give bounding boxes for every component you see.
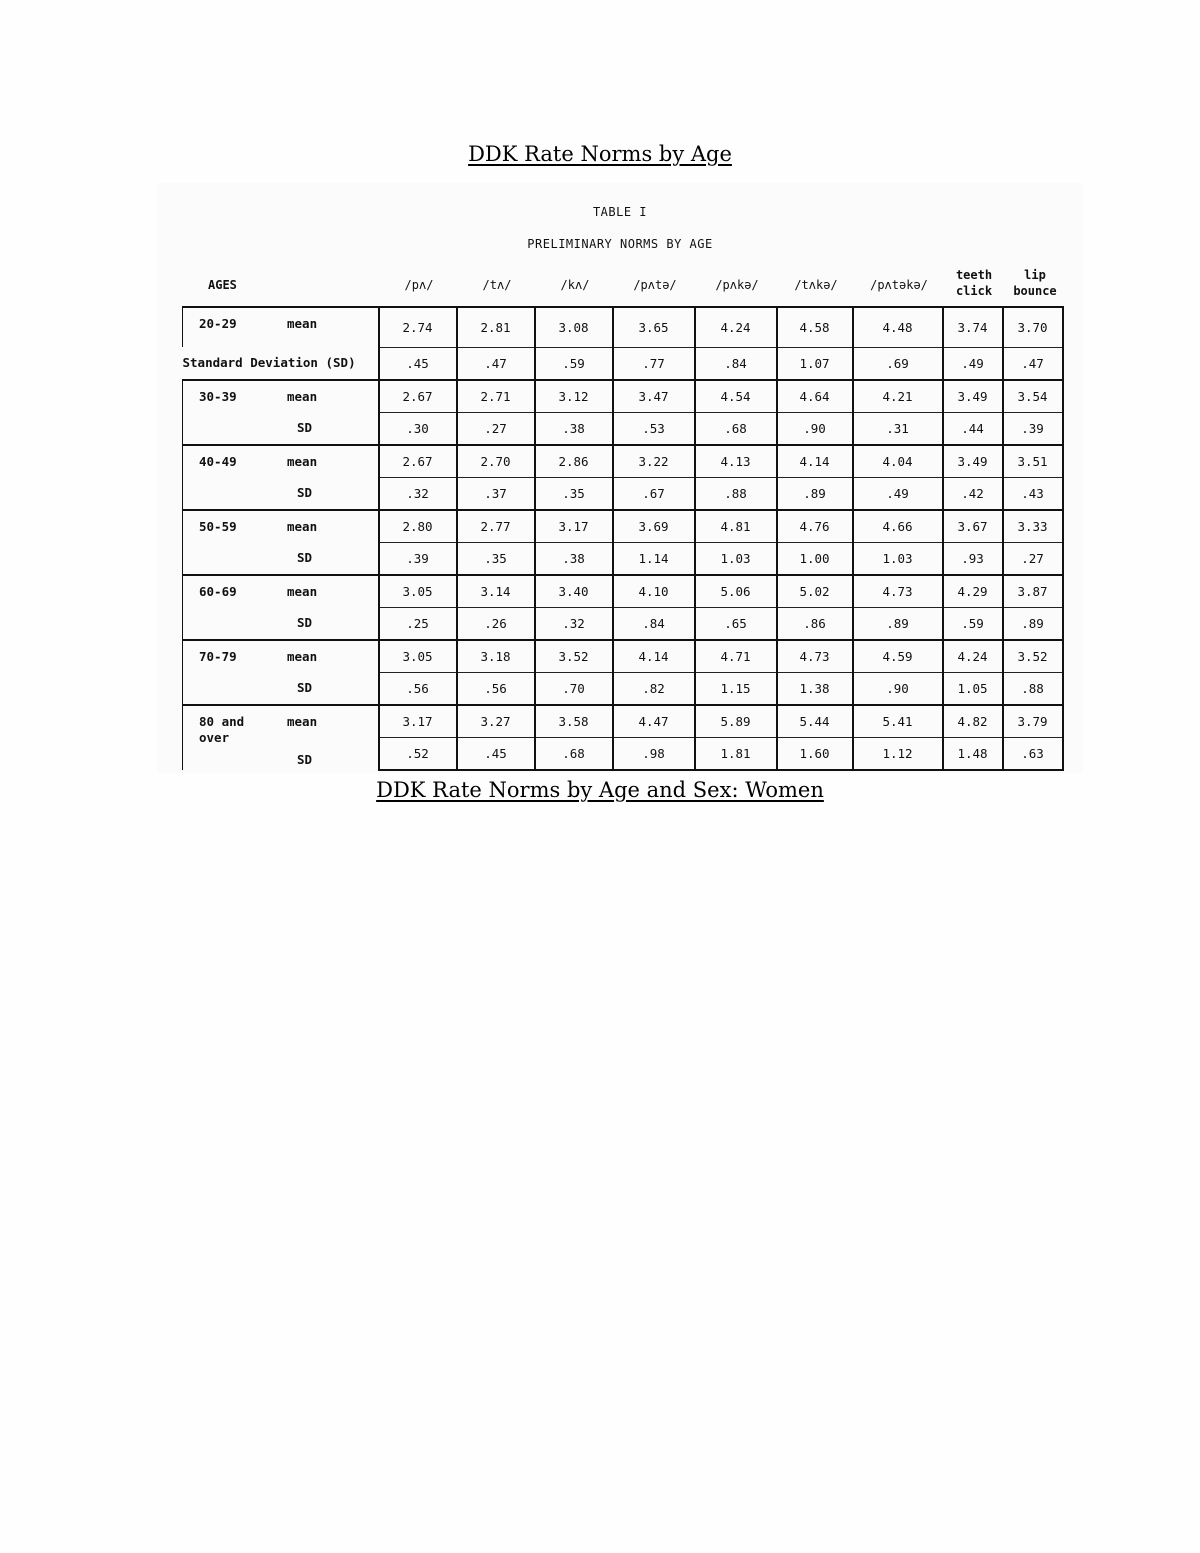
sd-cell: .42 (943, 477, 1003, 510)
mean-cell: 3.52 (535, 640, 613, 673)
table-row (183, 445, 1063, 478)
mean-label: mean (287, 316, 318, 331)
age-range: 60-69 (199, 583, 237, 599)
column-header-pataka: /pʌtəkə/ (870, 278, 928, 292)
mean-label: mean (287, 648, 318, 664)
sd-cell: .27 (1003, 542, 1063, 575)
page-heading-age-sex-women: DDK Rate Norms by Age and Sex: Women (376, 778, 824, 802)
sd-cell: 1.48 (943, 737, 1003, 770)
sd-cell: .68 (535, 737, 613, 770)
mean-cell: 3.51 (1003, 445, 1063, 478)
mean-cell: 3.05 (379, 575, 457, 608)
sd-cell: .93 (943, 542, 1003, 575)
column-header-pata: /pʌtə/ (633, 278, 677, 292)
mean-cell: 2.80 (379, 510, 457, 543)
mean-cell: 3.08 (535, 307, 613, 347)
ages-column-header: AGES (208, 278, 237, 292)
mean-cell: 4.73 (777, 640, 853, 673)
mean-cell: 4.14 (777, 445, 853, 478)
age-group-label (183, 640, 379, 705)
sd-cell: .88 (695, 477, 777, 510)
age-range: 50-59 (199, 518, 237, 534)
mean-cell: 2.67 (379, 380, 457, 413)
sd-label: SD (297, 679, 313, 695)
mean-cell: 2.86 (535, 445, 613, 478)
sd-cell: .45 (379, 347, 457, 380)
mean-cell: 2.81 (457, 307, 535, 347)
age-group-label (183, 510, 379, 575)
table-row (183, 705, 1063, 738)
mean-cell: 3.33 (1003, 510, 1063, 543)
mean-cell: 3.18 (457, 640, 535, 673)
sd-label: SD (297, 419, 313, 435)
sd-label: SD (297, 751, 313, 767)
mean-cell: 3.65 (613, 307, 695, 347)
age-range: 30-39 (199, 388, 237, 404)
column-header-ka: /kʌ/ (560, 278, 590, 292)
mean-cell: 3.17 (379, 705, 457, 738)
sd-cell: .47 (457, 347, 535, 380)
page-heading-age: DDK Rate Norms by Age (468, 142, 732, 166)
sd-cell: .70 (535, 672, 613, 705)
sd-cell: .59 (535, 347, 613, 380)
sd-cell: .56 (457, 672, 535, 705)
column-header-teeth-click: teeth click (955, 268, 993, 298)
mean-label: mean (287, 583, 318, 599)
mean-cell: 4.29 (943, 575, 1003, 608)
mean-label: mean (287, 518, 318, 534)
sd-cell: .32 (535, 607, 613, 640)
mean-cell: 4.76 (777, 510, 853, 543)
mean-cell: 4.58 (777, 307, 853, 347)
sd-cell: .86 (777, 607, 853, 640)
sd-cell: 1.00 (777, 542, 853, 575)
sd-cell: .98 (613, 737, 695, 770)
mean-cell: 2.67 (379, 445, 457, 478)
mean-cell: 4.54 (695, 380, 777, 413)
sd-label: SD (297, 484, 313, 500)
sd-cell: .77 (613, 347, 695, 380)
mean-cell: 4.14 (613, 640, 695, 673)
column-header-paka: /pʌkə/ (715, 278, 759, 292)
sd-cell: .56 (379, 672, 457, 705)
sd-cell: 1.38 (777, 672, 853, 705)
sd-cell: .65 (695, 607, 777, 640)
mean-cell: 3.87 (1003, 575, 1063, 608)
mean-label: mean (287, 453, 318, 469)
sd-cell: .90 (777, 412, 853, 445)
table-row (183, 640, 1063, 673)
mean-cell: 3.17 (535, 510, 613, 543)
sd-cell: .39 (1003, 412, 1063, 445)
mean-cell: 2.71 (457, 380, 535, 413)
sd-cell: .82 (613, 672, 695, 705)
mean-cell: 4.71 (695, 640, 777, 673)
sd-cell: .84 (695, 347, 777, 380)
sd-cell: .49 (943, 347, 1003, 380)
sd-cell: 1.12 (853, 737, 943, 770)
sd-cell: 1.05 (943, 672, 1003, 705)
mean-cell: 4.66 (853, 510, 943, 543)
mean-cell: 4.47 (613, 705, 695, 738)
mean-cell: 3.12 (535, 380, 613, 413)
sd-cell: 1.14 (613, 542, 695, 575)
ddk-norms-table (182, 306, 1064, 771)
age-group-label (183, 307, 379, 347)
mean-cell: 4.82 (943, 705, 1003, 738)
mean-cell: 3.14 (457, 575, 535, 608)
sd-cell: 1.60 (777, 737, 853, 770)
age-group-label (183, 575, 379, 640)
mean-cell: 4.81 (695, 510, 777, 543)
sd-cell: .35 (535, 477, 613, 510)
sd-cell: 1.07 (777, 347, 853, 380)
sd-cell: .89 (853, 607, 943, 640)
mean-cell: 3.52 (1003, 640, 1063, 673)
mean-cell: 2.70 (457, 445, 535, 478)
sd-full-label: Standard Deviation (SD) (183, 347, 379, 380)
mean-label: mean (287, 713, 318, 729)
mean-cell: 5.44 (777, 705, 853, 738)
age-group-label (183, 445, 379, 510)
sd-cell: .63 (1003, 737, 1063, 770)
sd-cell: .45 (457, 737, 535, 770)
mean-cell: 4.24 (695, 307, 777, 347)
table-row (183, 347, 1063, 380)
sd-cell: .31 (853, 412, 943, 445)
sd-cell: 1.81 (695, 737, 777, 770)
mean-cell: 3.54 (1003, 380, 1063, 413)
mean-cell: 4.48 (853, 307, 943, 347)
age-range: 40-49 (199, 453, 237, 469)
sd-cell: .67 (613, 477, 695, 510)
sd-cell: .26 (457, 607, 535, 640)
sd-label: SD (297, 614, 313, 630)
mean-cell: 2.74 (379, 307, 457, 347)
sd-cell: .27 (457, 412, 535, 445)
sd-cell: .37 (457, 477, 535, 510)
mean-cell: 3.49 (943, 380, 1003, 413)
mean-cell: 4.10 (613, 575, 695, 608)
sd-cell: .84 (613, 607, 695, 640)
sd-cell: .38 (535, 412, 613, 445)
mean-cell: 3.49 (943, 445, 1003, 478)
sd-cell: .44 (943, 412, 1003, 445)
column-header-pa: /pʌ/ (404, 278, 434, 292)
table-subtitle: PRELIMINARY NORMS BY AGE (527, 237, 713, 251)
mean-cell: 3.58 (535, 705, 613, 738)
mean-cell: 3.74 (943, 307, 1003, 347)
sd-cell: .39 (379, 542, 457, 575)
mean-cell: 3.79 (1003, 705, 1063, 738)
mean-cell: 2.77 (457, 510, 535, 543)
mean-cell: 4.24 (943, 640, 1003, 673)
sd-cell: 1.03 (695, 542, 777, 575)
age-range: 70-79 (199, 648, 237, 664)
sd-cell: 1.15 (695, 672, 777, 705)
age-group-label (183, 380, 379, 445)
mean-cell: 4.64 (777, 380, 853, 413)
sd-cell: .32 (379, 477, 457, 510)
scanned-table-image (158, 183, 1082, 773)
table-row (183, 575, 1063, 608)
mean-cell: 3.22 (613, 445, 695, 478)
mean-cell: 4.59 (853, 640, 943, 673)
mean-cell: 5.41 (853, 705, 943, 738)
table-row (183, 380, 1063, 413)
sd-cell: .89 (1003, 607, 1063, 640)
table-row (183, 510, 1063, 543)
mean-cell: 4.73 (853, 575, 943, 608)
sd-cell: .59 (943, 607, 1003, 640)
sd-cell: .30 (379, 412, 457, 445)
mean-label: mean (287, 388, 318, 404)
column-header-ta: /tʌ/ (482, 278, 512, 292)
mean-cell: 3.27 (457, 705, 535, 738)
mean-cell: 3.69 (613, 510, 695, 543)
column-header-taka: /tʌkə/ (794, 278, 838, 292)
mean-cell: 3.67 (943, 510, 1003, 543)
sd-cell: .90 (853, 672, 943, 705)
sd-cell: .25 (379, 607, 457, 640)
sd-cell: .47 (1003, 347, 1063, 380)
table-title: TABLE I (592, 205, 648, 219)
age-range: 80 and over (199, 713, 245, 745)
sd-cell: .38 (535, 542, 613, 575)
sd-cell: .89 (777, 477, 853, 510)
mean-cell: 3.70 (1003, 307, 1063, 347)
age-range: 20-29 (199, 316, 237, 331)
sd-cell: .88 (1003, 672, 1063, 705)
mean-cell: 5.02 (777, 575, 853, 608)
mean-cell: 5.89 (695, 705, 777, 738)
sd-cell: .49 (853, 477, 943, 510)
mean-cell: 4.13 (695, 445, 777, 478)
mean-cell: 5.06 (695, 575, 777, 608)
table-row (183, 307, 1063, 347)
sd-cell: .52 (379, 737, 457, 770)
sd-cell: .68 (695, 412, 777, 445)
mean-cell: 4.21 (853, 380, 943, 413)
sd-label: SD (297, 549, 313, 565)
sd-cell: .53 (613, 412, 695, 445)
age-group-label (183, 705, 379, 770)
mean-cell: 4.04 (853, 445, 943, 478)
mean-cell: 3.40 (535, 575, 613, 608)
sd-cell: 1.03 (853, 542, 943, 575)
sd-cell: .69 (853, 347, 943, 380)
sd-cell: .43 (1003, 477, 1063, 510)
mean-cell: 3.47 (613, 380, 695, 413)
mean-cell: 3.05 (379, 640, 457, 673)
column-header-lip-bounce: lip bounce (1013, 268, 1057, 298)
sd-cell: .35 (457, 542, 535, 575)
